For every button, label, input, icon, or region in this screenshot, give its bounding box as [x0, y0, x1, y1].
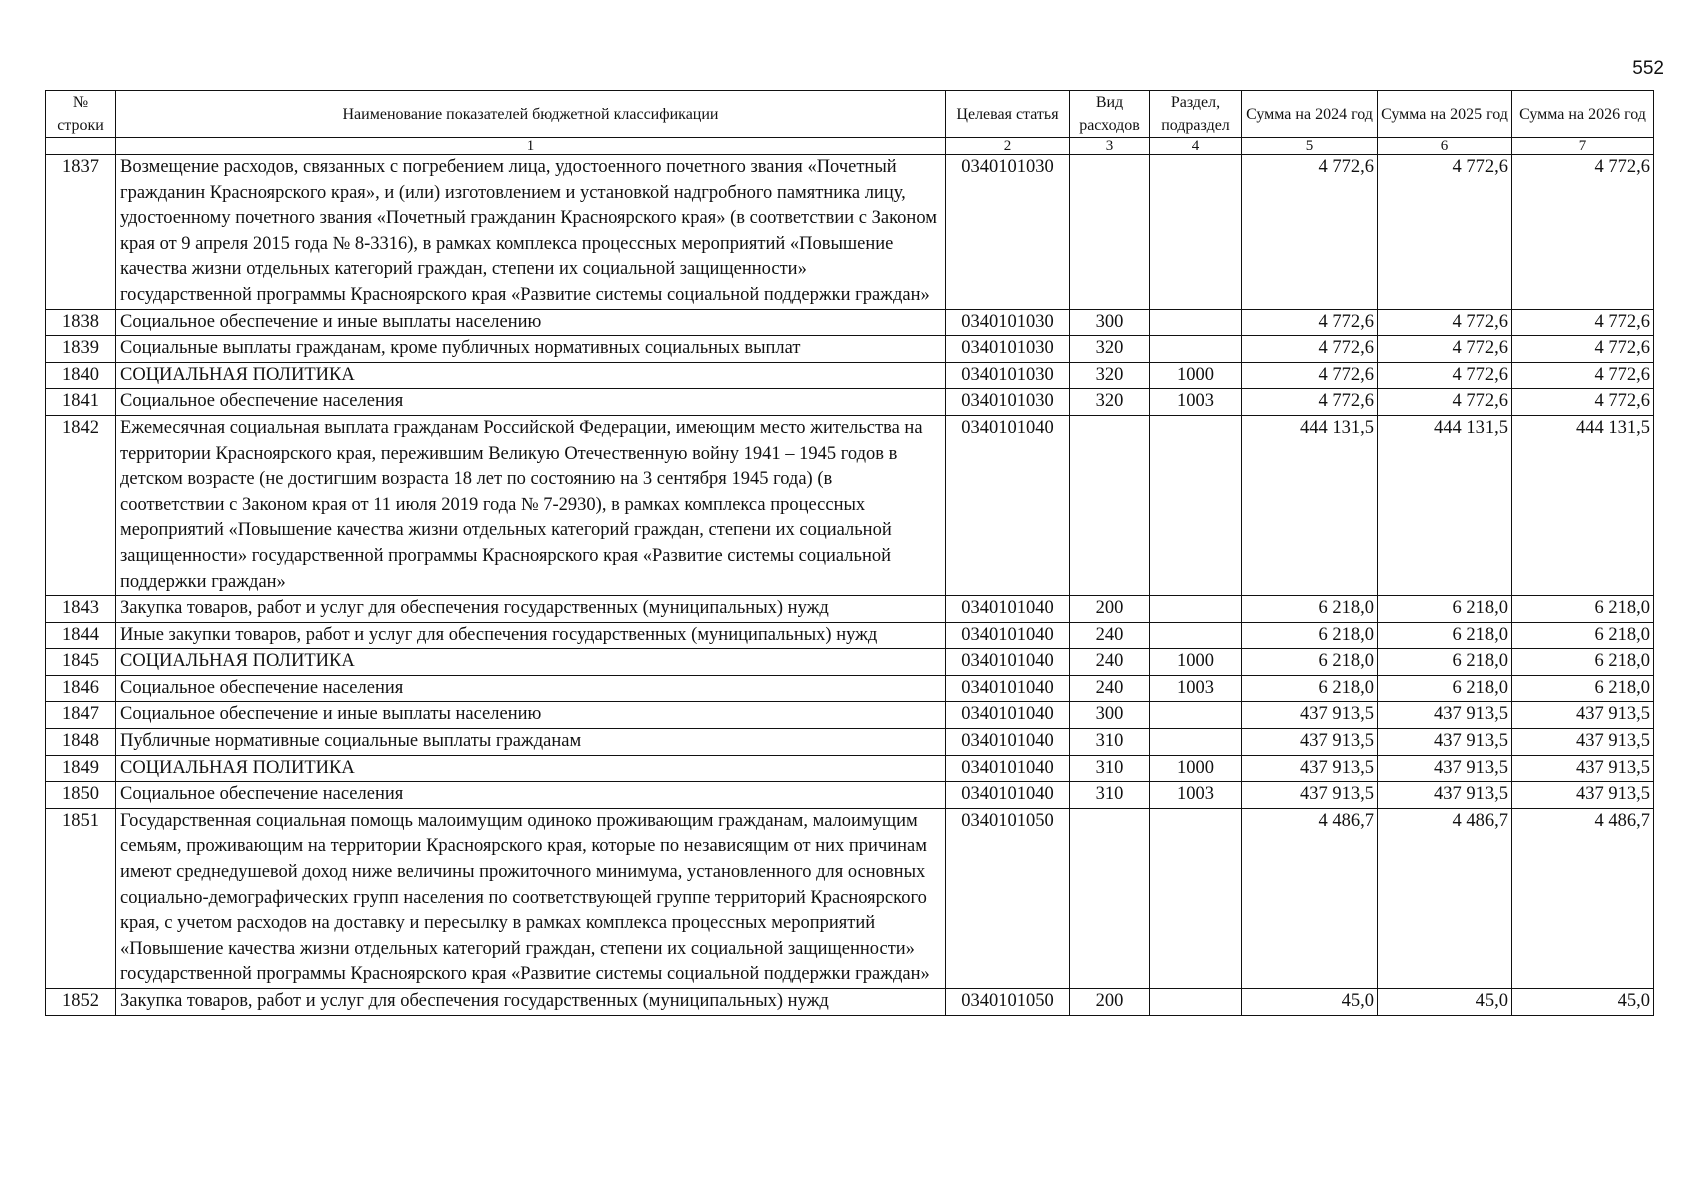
- expense-type-cell: 310: [1070, 729, 1150, 756]
- sum-2024-cell: 6 218,0: [1242, 675, 1378, 702]
- section-code-cell: [1150, 729, 1242, 756]
- target-article-cell: 0340101030: [946, 155, 1070, 310]
- header-row-number: № строки: [46, 91, 116, 138]
- row-number-cell: 1850: [46, 782, 116, 809]
- sum-2024-cell: 4 772,6: [1242, 336, 1378, 363]
- sum-2025-cell: 4 486,7: [1378, 808, 1512, 988]
- row-number-cell: 1847: [46, 702, 116, 729]
- indicator-name-cell: Социальное обеспечение населения: [116, 782, 946, 809]
- sum-2026-cell: 6 218,0: [1512, 622, 1654, 649]
- table-row: [46, 808, 1654, 988]
- indicator-name-cell: Социальное обеспечение и иные выплаты населению: [116, 309, 946, 336]
- header-indicator-name: Наименование показателей бюджетной классификации: [116, 91, 946, 138]
- sum-2026-cell: 437 913,5: [1512, 702, 1654, 729]
- header-row: [46, 91, 1654, 138]
- row-number-cell: 1851: [46, 808, 116, 988]
- section-code-cell: [1150, 309, 1242, 336]
- sum-2025-cell: 6 218,0: [1378, 596, 1512, 623]
- expense-type-cell: 240: [1070, 622, 1150, 649]
- sum-2025-cell: 4 772,6: [1378, 389, 1512, 416]
- section-code-cell: [1150, 155, 1242, 310]
- sum-2024-cell: 6 218,0: [1242, 622, 1378, 649]
- sum-2025-cell: 4 772,6: [1378, 309, 1512, 336]
- expense-type-cell: [1070, 808, 1150, 988]
- table-row: [46, 415, 1654, 595]
- indicator-name-cell: СОЦИАЛЬНАЯ ПОЛИТИКА: [116, 362, 946, 389]
- expense-type-cell: 320: [1070, 336, 1150, 363]
- indicator-name-cell: Социальные выплаты гражданам, кроме публичных нормативных социальных выплат: [116, 336, 946, 363]
- target-article-cell: 0340101030: [946, 309, 1070, 336]
- row-number-cell: 1844: [46, 622, 116, 649]
- indicator-name-cell: Социальное обеспечение населения: [116, 389, 946, 416]
- table-row: [46, 389, 1654, 416]
- target-article-cell: 0340101030: [946, 336, 1070, 363]
- target-article-cell: 0340101040: [946, 782, 1070, 809]
- sum-2024-cell: 437 913,5: [1242, 729, 1378, 756]
- column-number: 2: [946, 138, 1070, 155]
- section-code-cell: 1003: [1150, 675, 1242, 702]
- sum-2026-cell: 444 131,5: [1512, 415, 1654, 595]
- indicator-name-cell: СОЦИАЛЬНАЯ ПОЛИТИКА: [116, 649, 946, 676]
- row-number-cell: 1845: [46, 649, 116, 676]
- sum-2026-cell: 437 913,5: [1512, 782, 1654, 809]
- section-code-cell: 1000: [1150, 362, 1242, 389]
- target-article-cell: 0340101040: [946, 596, 1070, 623]
- target-article-cell: 0340101040: [946, 675, 1070, 702]
- sum-2024-cell: 437 913,5: [1242, 755, 1378, 782]
- target-article-cell: 0340101040: [946, 755, 1070, 782]
- table-row: [46, 989, 1654, 1016]
- sum-2026-cell: 6 218,0: [1512, 596, 1654, 623]
- expense-type-cell: [1070, 155, 1150, 310]
- sum-2024-cell: 4 772,6: [1242, 309, 1378, 336]
- indicator-name-cell: СОЦИАЛЬНАЯ ПОЛИТИКА: [116, 755, 946, 782]
- target-article-cell: 0340101040: [946, 729, 1070, 756]
- table-row: [46, 155, 1654, 310]
- table-row: [46, 649, 1654, 676]
- sum-2024-cell: 6 218,0: [1242, 596, 1378, 623]
- section-code-cell: 1000: [1150, 755, 1242, 782]
- header-sum-2025: Сумма на 2025 год: [1378, 91, 1512, 138]
- expense-type-cell: 200: [1070, 596, 1150, 623]
- table-row: [46, 675, 1654, 702]
- table-row: [46, 702, 1654, 729]
- sum-2026-cell: 437 913,5: [1512, 729, 1654, 756]
- sum-2025-cell: 444 131,5: [1378, 415, 1512, 595]
- row-number-cell: 1848: [46, 729, 116, 756]
- row-number-cell: 1839: [46, 336, 116, 363]
- sum-2025-cell: 437 913,5: [1378, 729, 1512, 756]
- table-row: [46, 309, 1654, 336]
- column-number: 5: [1242, 138, 1378, 155]
- row-number-cell: 1843: [46, 596, 116, 623]
- section-code-cell: [1150, 336, 1242, 363]
- section-code-cell: [1150, 808, 1242, 988]
- indicator-name-cell: Закупка товаров, работ и услуг для обеспечения государственных (муниципальных) нужд: [116, 596, 946, 623]
- column-number-row: [46, 138, 1654, 155]
- sum-2024-cell: 4 772,6: [1242, 389, 1378, 416]
- column-number: [46, 138, 116, 155]
- section-code-cell: [1150, 622, 1242, 649]
- target-article-cell: 0340101030: [946, 389, 1070, 416]
- expense-type-cell: 310: [1070, 782, 1150, 809]
- indicator-name-cell: Государственная социальная помощь малоимущим одиноко проживающим гражданам, малоимущим семьям, проживающим на территории Красноярского края, которые по независящим от них причинам имеют среднедушевой доход ниже величины прожиточного минимума, установленного для основных социально-демографических групп населения по соответствующей группе территорий Красноярского края, с учетом расходов на доставку и пересылку в рамках комплекса процессных мероприятий «Повышение качества жизни отдельных категорий граждан, степени их социальной защищенности» государственной программы Красноярского края «Развитие системы социальной поддержки граждан»: [116, 808, 946, 988]
- table-row: [46, 755, 1654, 782]
- row-number-cell: 1846: [46, 675, 116, 702]
- expense-type-cell: 320: [1070, 389, 1150, 416]
- sum-2025-cell: 6 218,0: [1378, 675, 1512, 702]
- column-number: 6: [1378, 138, 1512, 155]
- table-row: [46, 729, 1654, 756]
- row-number-cell: 1842: [46, 415, 116, 595]
- column-number: 1: [116, 138, 946, 155]
- row-number-cell: 1838: [46, 309, 116, 336]
- sum-2026-cell: 4 772,6: [1512, 336, 1654, 363]
- sum-2026-cell: 4 772,6: [1512, 362, 1654, 389]
- target-article-cell: 0340101040: [946, 649, 1070, 676]
- sum-2025-cell: 45,0: [1378, 989, 1512, 1016]
- target-article-cell: 0340101030: [946, 362, 1070, 389]
- expense-type-cell: [1070, 415, 1150, 595]
- sum-2024-cell: 6 218,0: [1242, 649, 1378, 676]
- sum-2026-cell: 6 218,0: [1512, 649, 1654, 676]
- expense-type-cell: 300: [1070, 702, 1150, 729]
- row-number-cell: 1852: [46, 989, 116, 1016]
- indicator-name-cell: Закупка товаров, работ и услуг для обеспечения государственных (муниципальных) нужд: [116, 989, 946, 1016]
- header-section: Раздел, подраздел: [1150, 91, 1242, 138]
- budget-table: [45, 90, 1654, 1016]
- indicator-name-cell: Иные закупки товаров, работ и услуг для обеспечения государственных (муниципальных) нужд: [116, 622, 946, 649]
- sum-2024-cell: 45,0: [1242, 989, 1378, 1016]
- sum-2026-cell: 4 772,6: [1512, 309, 1654, 336]
- sum-2026-cell: 4 772,6: [1512, 155, 1654, 310]
- expense-type-cell: 300: [1070, 309, 1150, 336]
- table-row: [46, 362, 1654, 389]
- sum-2025-cell: 4 772,6: [1378, 336, 1512, 363]
- expense-type-cell: 320: [1070, 362, 1150, 389]
- sum-2025-cell: 437 913,5: [1378, 702, 1512, 729]
- sum-2026-cell: 4 486,7: [1512, 808, 1654, 988]
- indicator-name-cell: Возмещение расходов, связанных с погребением лица, удостоенного почетного звания «Почетный гражданин Красноярского края», и (или) изготовлением и установкой надгробного памятника лицу, удостоенному почетного звания «Почетный гражданин Красноярского края» (в соответствии с Законом края от 9 апреля 2015 года № 8-3316), в рамках комплекса процессных мероприятий «Повышение качества жизни отдельных категорий граждан, степени их социальной защищенности» государственной программы Красноярского края «Развитие системы социальной поддержки граждан»: [116, 155, 946, 310]
- target-article-cell: 0340101040: [946, 622, 1070, 649]
- page-number: 552: [1632, 58, 1664, 79]
- section-code-cell: [1150, 415, 1242, 595]
- header-sum-2026: Сумма на 2026 год: [1512, 91, 1654, 138]
- sum-2024-cell: 444 131,5: [1242, 415, 1378, 595]
- section-code-cell: 1003: [1150, 389, 1242, 416]
- target-article-cell: 0340101050: [946, 989, 1070, 1016]
- target-article-cell: 0340101040: [946, 702, 1070, 729]
- row-number-cell: 1849: [46, 755, 116, 782]
- indicator-name-cell: Социальное обеспечение населения: [116, 675, 946, 702]
- expense-type-cell: 310: [1070, 755, 1150, 782]
- sum-2024-cell: 4 772,6: [1242, 155, 1378, 310]
- column-number: 4: [1150, 138, 1242, 155]
- sum-2025-cell: 6 218,0: [1378, 622, 1512, 649]
- header-sum-2024: Сумма на 2024 год: [1242, 91, 1378, 138]
- header-expense-type: Вид расходов: [1070, 91, 1150, 138]
- target-article-cell: 0340101050: [946, 808, 1070, 988]
- section-code-cell: [1150, 596, 1242, 623]
- table-body: [46, 155, 1654, 1016]
- sum-2026-cell: 6 218,0: [1512, 675, 1654, 702]
- column-number: 7: [1512, 138, 1654, 155]
- sum-2026-cell: 437 913,5: [1512, 755, 1654, 782]
- indicator-name-cell: Публичные нормативные социальные выплаты гражданам: [116, 729, 946, 756]
- sum-2025-cell: 4 772,6: [1378, 155, 1512, 310]
- sum-2025-cell: 437 913,5: [1378, 782, 1512, 809]
- indicator-name-cell: Социальное обеспечение и иные выплаты населению: [116, 702, 946, 729]
- expense-type-cell: 240: [1070, 675, 1150, 702]
- sum-2024-cell: 4 772,6: [1242, 362, 1378, 389]
- target-article-cell: 0340101040: [946, 415, 1070, 595]
- section-code-cell: [1150, 702, 1242, 729]
- sum-2025-cell: 4 772,6: [1378, 362, 1512, 389]
- table-row: [46, 596, 1654, 623]
- sum-2024-cell: 4 486,7: [1242, 808, 1378, 988]
- sum-2024-cell: 437 913,5: [1242, 782, 1378, 809]
- header-target-article: Целевая статья: [946, 91, 1070, 138]
- indicator-name-cell: Ежемесячная социальная выплата гражданам Российской Федерации, имеющим место жительства на территории Красноярского края, пережившим Великую Отечественную войну 1941 – 1945 годов в детском возрасте (не достигшим возраста 18 лет по состоянию на 3 сентября 1945 года) (в соответствии с Законом края от 11 июля 2019 года № 7-2930), в рамках комплекса процессных мероприятий «Повышение качества жизни отдельных категорий граждан, степени их социальной защищенности» государственной программы Красноярского края «Развитие системы социальной поддержки граждан»: [116, 415, 946, 595]
- section-code-cell: 1000: [1150, 649, 1242, 676]
- sum-2025-cell: 437 913,5: [1378, 755, 1512, 782]
- sum-2024-cell: 437 913,5: [1242, 702, 1378, 729]
- sum-2026-cell: 4 772,6: [1512, 389, 1654, 416]
- expense-type-cell: 240: [1070, 649, 1150, 676]
- section-code-cell: [1150, 989, 1242, 1016]
- table-row: [46, 336, 1654, 363]
- table-row: [46, 782, 1654, 809]
- row-number-cell: 1841: [46, 389, 116, 416]
- sum-2026-cell: 45,0: [1512, 989, 1654, 1016]
- expense-type-cell: 200: [1070, 989, 1150, 1016]
- table-row: [46, 622, 1654, 649]
- sum-2025-cell: 6 218,0: [1378, 649, 1512, 676]
- section-code-cell: 1003: [1150, 782, 1242, 809]
- row-number-cell: 1840: [46, 362, 116, 389]
- row-number-cell: 1837: [46, 155, 116, 310]
- column-number: 3: [1070, 138, 1150, 155]
